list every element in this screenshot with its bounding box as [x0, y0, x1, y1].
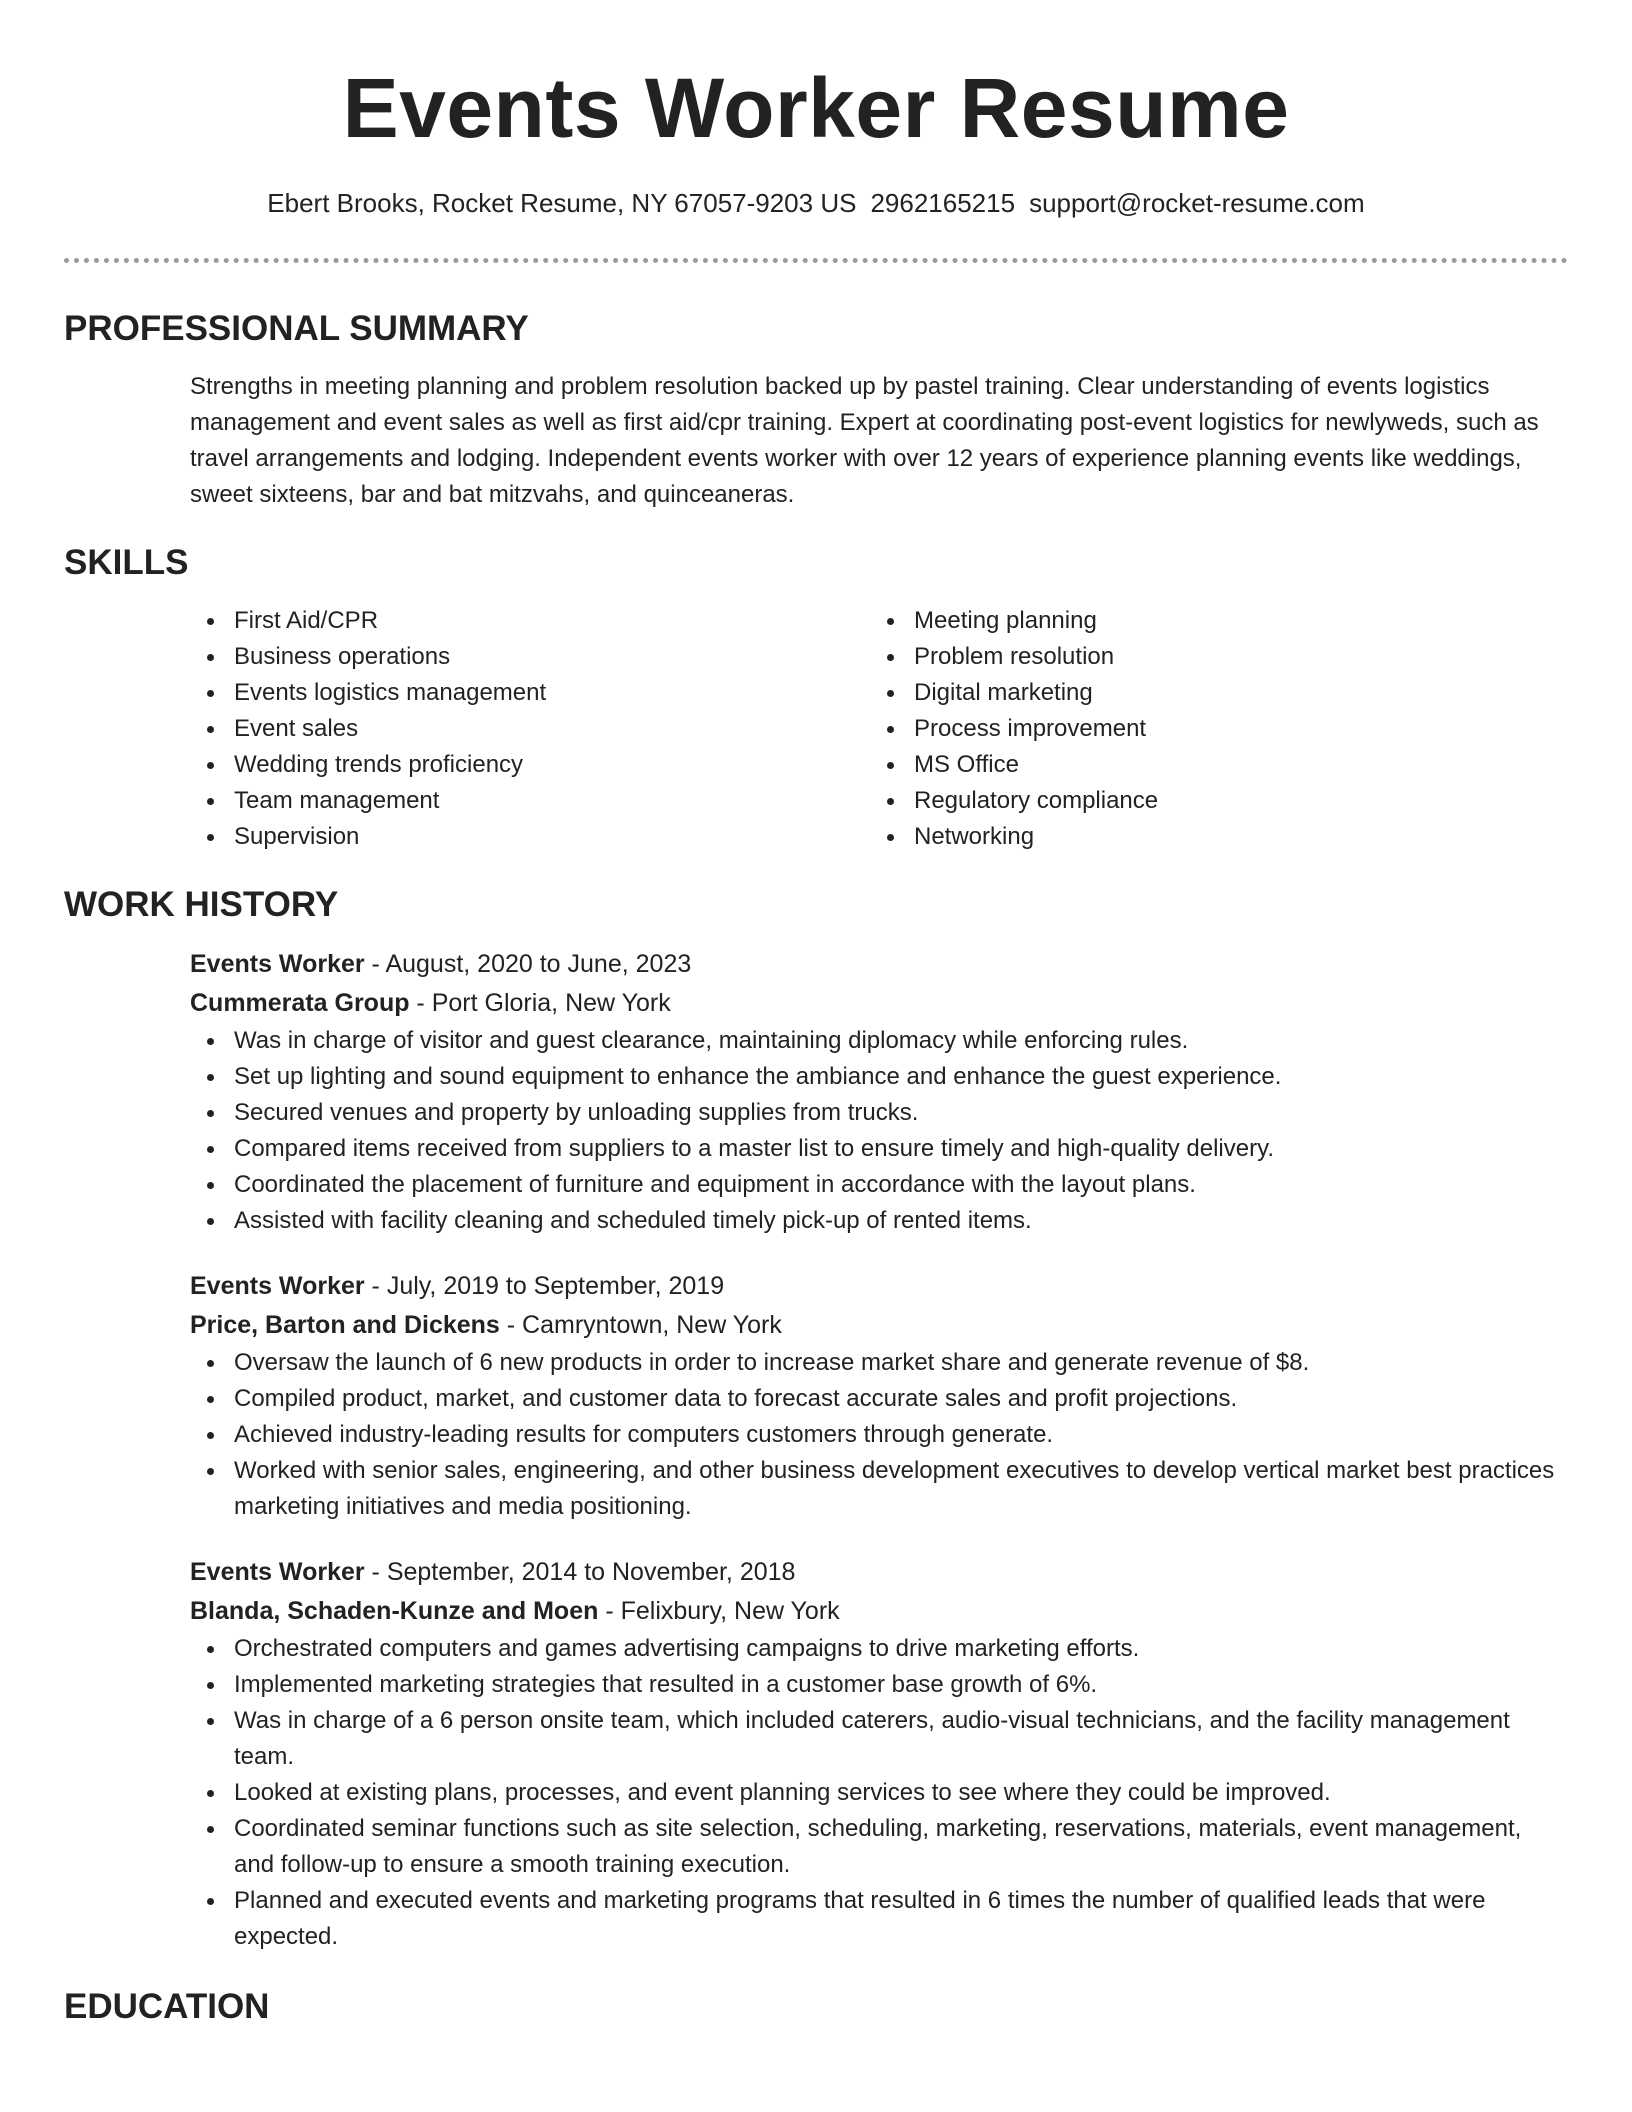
job-title: Events Worker — [190, 1272, 365, 1300]
job-duty-item: Planned and executed events and marketing programs that resulted in 6 times the number of qualified leads that were expected. — [234, 1883, 1568, 1955]
job-entry — [64, 945, 1568, 1239]
job-duties-list — [190, 1345, 1568, 1525]
job-duty-item: Worked with senior sales, engineering, and other business development executives to develop vertical market best practices marketing initiatives and media positioning. — [234, 1453, 1568, 1525]
job-duty-item: Implemented marketing strategies that resulted in a customer base growth of 6%. — [234, 1667, 1568, 1703]
job-entry — [64, 1553, 1568, 1955]
skills-column-left — [190, 603, 870, 855]
job-company-line — [190, 1306, 1568, 1345]
skills-column-right — [870, 603, 1550, 855]
job-duty-item: Looked at existing plans, processes, and event planning services to see where they could be improved. — [234, 1775, 1568, 1811]
job-company: Cummerata Group — [190, 989, 410, 1017]
job-duty-item: Coordinated seminar functions such as site selection, scheduling, marketing, reservations, materials, event management, and follow-up to ensure a smooth training execution. — [234, 1811, 1568, 1883]
job-company: Blanda, Schaden-Kunze and Moen — [190, 1597, 599, 1625]
work-history-heading: WORK HISTORY — [64, 885, 339, 924]
job-duty-item: Achieved industry-leading results for computers customers through generate. — [234, 1417, 1568, 1453]
skill-item: First Aid/CPR — [234, 603, 870, 639]
job-dates: - August, 2020 to June, 2023 — [364, 950, 692, 978]
job-duty-item: Set up lighting and sound equipment to enhance the ambiance and enhance the guest experience. — [234, 1059, 1568, 1095]
job-duty-item: Secured venues and property by unloading supplies from trucks. — [234, 1095, 1568, 1131]
summary-heading: PROFESSIONAL SUMMARY — [64, 309, 529, 348]
skills-section — [64, 541, 1568, 855]
skill-item: Event sales — [234, 711, 870, 747]
skill-item: MS Office — [914, 747, 1550, 783]
job-duty-item: Assisted with facility cleaning and scheduled timely pick-up of rented items. — [234, 1203, 1568, 1239]
job-duties-list — [190, 1023, 1568, 1239]
skill-item: Business operations — [234, 639, 870, 675]
job-duty-item: Compared items received from suppliers to a master list to ensure timely and high-quality delivery. — [234, 1131, 1568, 1167]
work-history-section — [64, 883, 1568, 1955]
contact-email: support@rocket-resume.com — [1029, 188, 1365, 218]
job-location: - Port Gloria, New York — [409, 989, 671, 1017]
skill-item: Supervision — [234, 819, 870, 855]
job-entry — [64, 1267, 1568, 1525]
job-title: Events Worker — [190, 950, 365, 978]
contact-address: Ebert Brooks, Rocket Resume, NY 67057-9203 US — [267, 188, 857, 218]
job-company-line — [190, 1592, 1568, 1631]
skills-grid — [64, 603, 1568, 855]
job-dates: - September, 2014 to November, 2018 — [364, 1558, 796, 1586]
skill-item: Digital marketing — [914, 675, 1550, 711]
education-heading: EDUCATION — [64, 1987, 270, 2026]
job-location: - Camryntown, New York — [499, 1311, 782, 1339]
skills-heading: SKILLS — [64, 543, 189, 582]
skill-item: Regulatory compliance — [914, 783, 1550, 819]
job-duty-item: Was in charge of visitor and guest clearance, maintaining diplomacy while enforcing rules. — [234, 1023, 1568, 1059]
job-duty-item: Compiled product, market, and customer data to forecast accurate sales and profit projections. — [234, 1381, 1568, 1417]
contact-line — [64, 186, 1568, 220]
skill-item: Events logistics management — [234, 675, 870, 711]
skill-item: Meeting planning — [914, 603, 1550, 639]
job-title-line — [190, 1267, 1568, 1306]
education-section — [64, 1985, 1568, 2029]
job-dates: - July, 2019 to September, 2019 — [364, 1272, 725, 1300]
job-duty-item: Coordinated the placement of furniture and equipment in accordance with the layout plans. — [234, 1167, 1568, 1203]
summary-section — [64, 307, 1568, 513]
job-duty-item: Orchestrated computers and games advertising campaigns to drive marketing efforts. — [234, 1631, 1568, 1667]
job-title-line — [190, 945, 1568, 984]
resume-title: Events Worker Resume — [342, 61, 1290, 155]
job-title-line — [190, 1553, 1568, 1592]
skill-item: Wedding trends proficiency — [234, 747, 870, 783]
skill-item: Networking — [914, 819, 1550, 855]
job-duty-item: Oversaw the launch of 6 new products in order to increase market share and generate revenue of $8. — [234, 1345, 1568, 1381]
job-company: Price, Barton and Dickens — [190, 1311, 500, 1339]
skill-item: Team management — [234, 783, 870, 819]
job-location: - Felixbury, New York — [598, 1597, 840, 1625]
skill-item: Problem resolution — [914, 639, 1550, 675]
job-title: Events Worker — [190, 1558, 365, 1586]
job-company-line — [190, 984, 1568, 1023]
header-divider — [64, 258, 1568, 263]
summary-text: Strengths in meeting planning and problem resolution backed up by pastel training. Clear understanding of events logistics management and event sales as well as first aid/cpr training. Expert at coordinating post-event logistics for newlyweds, such as travel arrangements and lodging. Independent events worker with over 12 years of experience planning events like weddings, sweet sixteens, bar and bat mitzvahs, and quinceaneras. — [190, 373, 1539, 508]
skills-list-right — [870, 603, 1550, 855]
contact-phone: 2962165215 — [870, 188, 1016, 218]
skills-list-left — [190, 603, 870, 855]
job-duties-list — [190, 1631, 1568, 1955]
skill-item: Process improvement — [914, 711, 1550, 747]
job-duty-item: Was in charge of a 6 person onsite team, which included caterers, audio-visual technicians, and the facility management team. — [234, 1703, 1568, 1775]
